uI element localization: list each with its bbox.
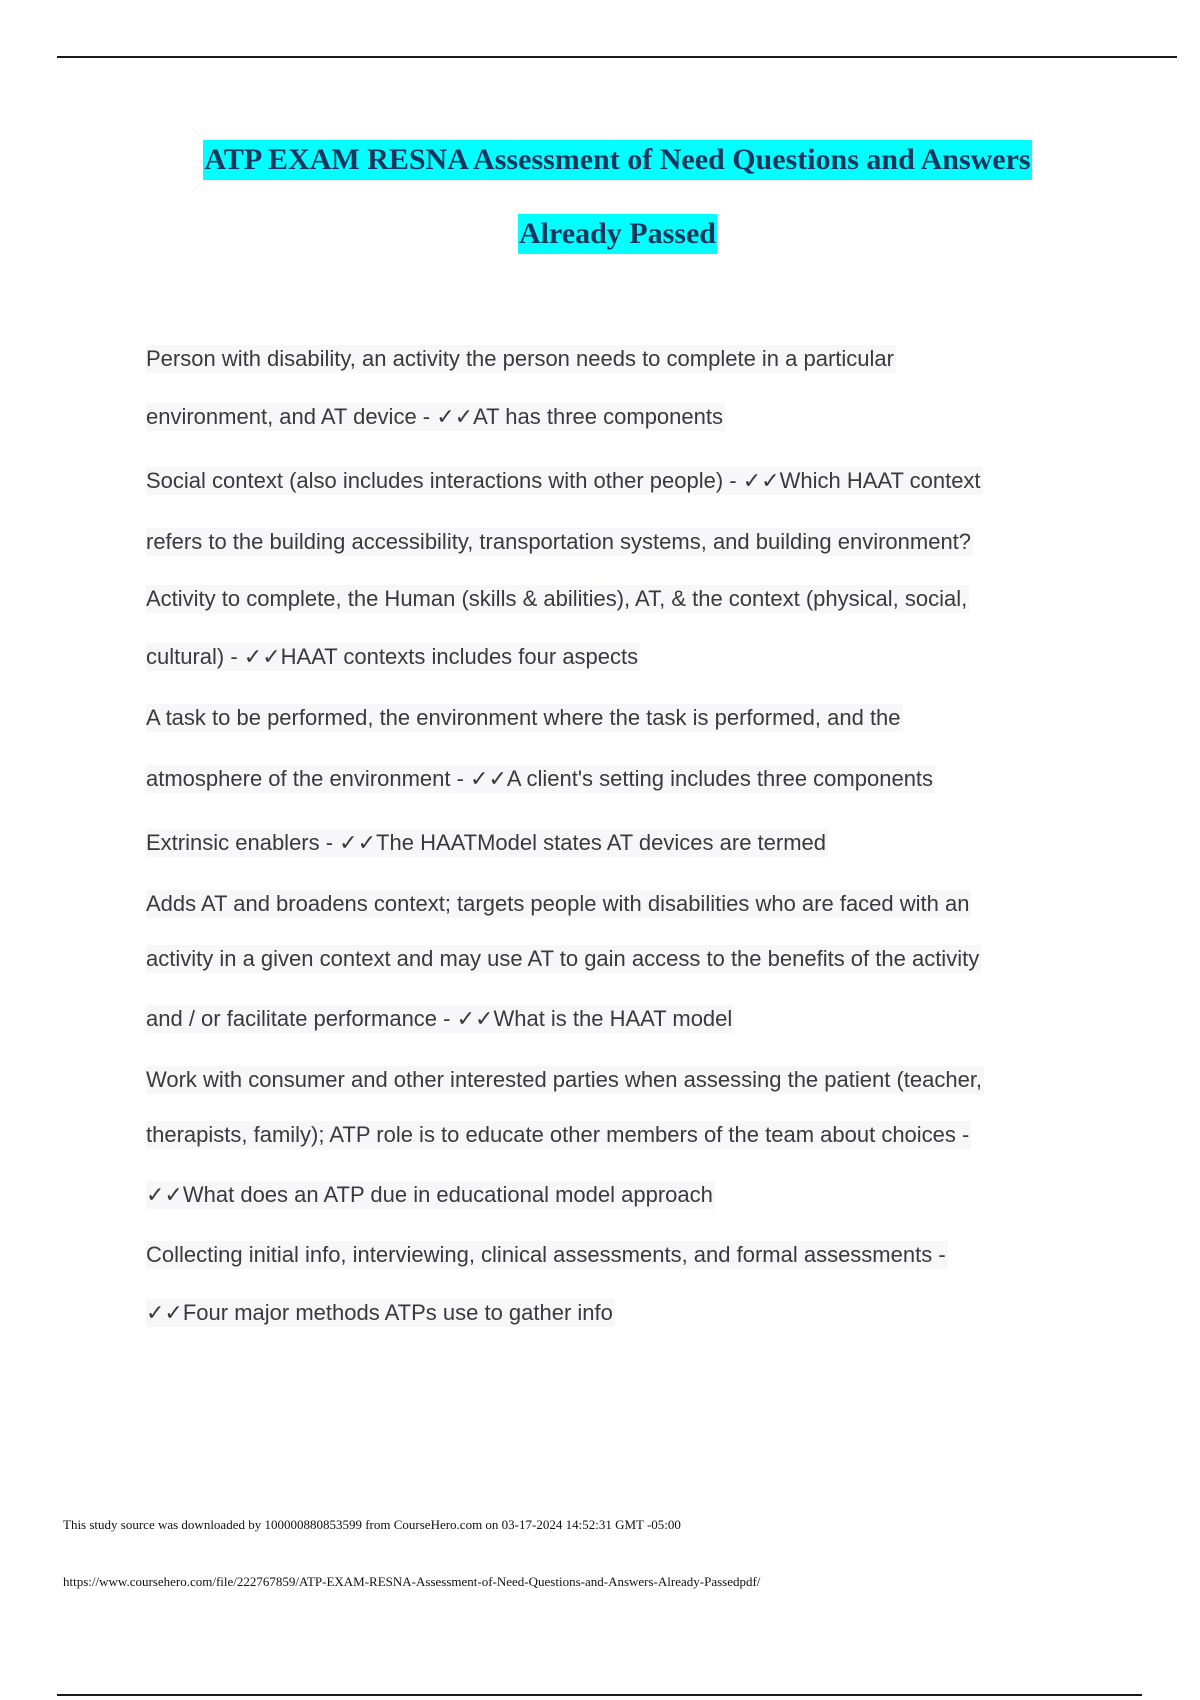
qa-line: Extrinsic enablers - ✓✓The HAATModel states AT devices are termed: [146, 830, 827, 855]
qa-line: and / or facilitate performance - ✓✓What is the HAAT model: [146, 1006, 733, 1031]
qa-line: refers to the building accessibility, transportation systems, and building environment?: [146, 529, 972, 554]
title-line-2: Already Passed: [518, 214, 717, 254]
qa-line: Work with consumer and other interested parties when assessing the patient (teacher,: [146, 1067, 983, 1092]
qa-line: Collecting initial info, interviewing, clinical assessments, and formal assessments -: [146, 1242, 946, 1267]
document-title: [0, 140, 1200, 254]
download-notice: This study source was downloaded by 100000880853599 from CourseHero.com on 03-17-2024 14:52:31 GMT -05:00: [63, 1517, 681, 1532]
qa-line: environment, and AT device - ✓✓AT has three components: [146, 404, 723, 429]
qa-line: ✓✓Four major methods ATPs use to gather info: [146, 1300, 613, 1325]
header-rule: [57, 56, 1177, 58]
qa-line: cultural) - ✓✓HAAT contexts includes four aspects: [146, 644, 639, 669]
source-url: https://www.coursehero.com/file/222767859/ATP-EXAM-RESNA-Assessment-of-Need-Questions-and-Answers-Already-Passedpdf/: [63, 1574, 761, 1589]
qa-line: activity in a given context and may use AT to gain access to the benefits of the activity: [146, 946, 980, 971]
qa-line: Adds AT and broadens context; targets people with disabilities who are faced with an: [146, 891, 970, 916]
qa-line: A task to be performed, the environment where the task is performed, and the: [146, 705, 901, 730]
qa-line: ✓✓What does an ATP due in educational model approach: [146, 1182, 713, 1207]
qa-line: Person with disability, an activity the person needs to complete in a particular: [146, 346, 894, 371]
qa-line: atmosphere of the environment - ✓✓A client's setting includes three components: [146, 766, 934, 791]
qa-line: therapists, family); ATP role is to educate other members of the team about choices -: [146, 1122, 970, 1147]
footer-rule: [57, 1694, 1142, 1696]
title-line-1: ATP EXAM RESNA Assessment of Need Questions and Answers: [203, 140, 1031, 180]
qa-line: Social context (also includes interactions with other people) - ✓✓Which HAAT context: [146, 468, 981, 493]
qa-line: Activity to complete, the Human (skills & abilities), AT, & the context (physical, social,: [146, 586, 968, 611]
